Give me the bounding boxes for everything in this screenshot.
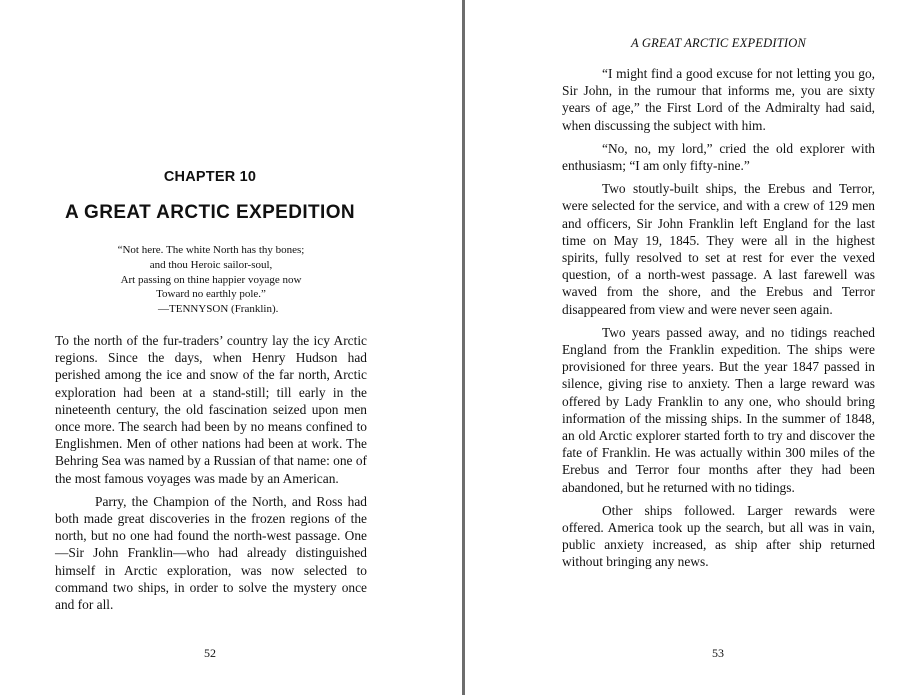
paragraph: To the north of the fur-traders’ country lay the icy Arctic regions. Since the days, when Henry Hudson had perished among the ice and snow of the far north, Arctic exploration had been at a stand-still; till early in the nineteenth century, the old fascination seized upon men once more. The search had been by no means confined to Englishmen. Men of other nations had been at work. The Behring Sea was named by a Russian of that name: one of the most famous voyages was made by an American.: [55, 333, 367, 486]
right-page: [467, 0, 924, 695]
page-number-left: 52: [204, 646, 216, 660]
paragraph: Other ships followed. Larger rewards were offered. America took up the search, but all was in vain, public anxiety increased, as ship after ship returned without bringing any news.: [562, 502, 875, 570]
chapter-title: A GREAT ARCTIC EXPEDITION: [64, 202, 356, 223]
page-gutter-divider: [462, 0, 465, 695]
running-head: A GREAT ARCTIC EXPEDITION: [630, 36, 807, 50]
epigraph-line: “Not here. The white North has thy bones;: [117, 244, 305, 256]
right-body-text: [562, 65, 875, 577]
page-number-right: 53: [712, 646, 724, 660]
paragraph: Two stoutly-built ships, the Erebus and Terror, were selected for the service, and with a crew of 129 men and officers, Sir John Franklin left England for the last time on May 19, 1845. They were all in the highest spirits, fully resolved to set at rest for ever the vexed question, of a north-west passage. A last farewell was waved from the shore, and the Erebus and Terror disappeared from view and were never seen again.: [562, 181, 875, 317]
epigraph-line: Toward no earthly pole.”: [156, 288, 266, 301]
paragraph: “No, no, my lord,” cried the old explorer with enthusiasm; “I am only fifty-nine.”: [562, 140, 875, 174]
chapter-number: CHAPTER 10: [163, 169, 257, 185]
left-body-text: [55, 332, 367, 619]
paragraph: Parry, the Champion of the North, and Ross had both made great discoveries in the frozen regions of the north, but no one had found the north-west passage. One—Sir John Franklin—who had already distinguished himself in Arctic exploration, was now selected to command two ships, in order to solve the mystery once and for all.: [55, 493, 367, 613]
epigraph-line: and thou Heroic sailor-soul,: [149, 258, 273, 271]
paragraph: Two years passed away, and no tidings reached England from the Franklin expedition. The ships were provisioned for three years. But the year 1847 passed in silence, giving rise to anxiety. Then a large reward was offered by Lady Franklin to any one, who should bring information of the missing ships. In the summer of 1848, an old Arctic explorer started forth to try and discover the fate of Franklin. He was actually within 300 miles of the Erebus and Terror four months after they had been abandoned, but he returned with no tidings.: [562, 324, 875, 495]
epigraph: [80, 243, 342, 317]
paragraph: “I might find a good excuse for not letting you go, Sir John, in the rumour that informs me, you are sixty years of age,” the First Lord of the Admiralty had said, when discussing the subject with him.: [562, 66, 875, 133]
epigraph-line: Art passing on thine happier voyage now: [120, 273, 302, 286]
epigraph-attribution: —TENNYSON (Franklin).: [158, 303, 279, 316]
